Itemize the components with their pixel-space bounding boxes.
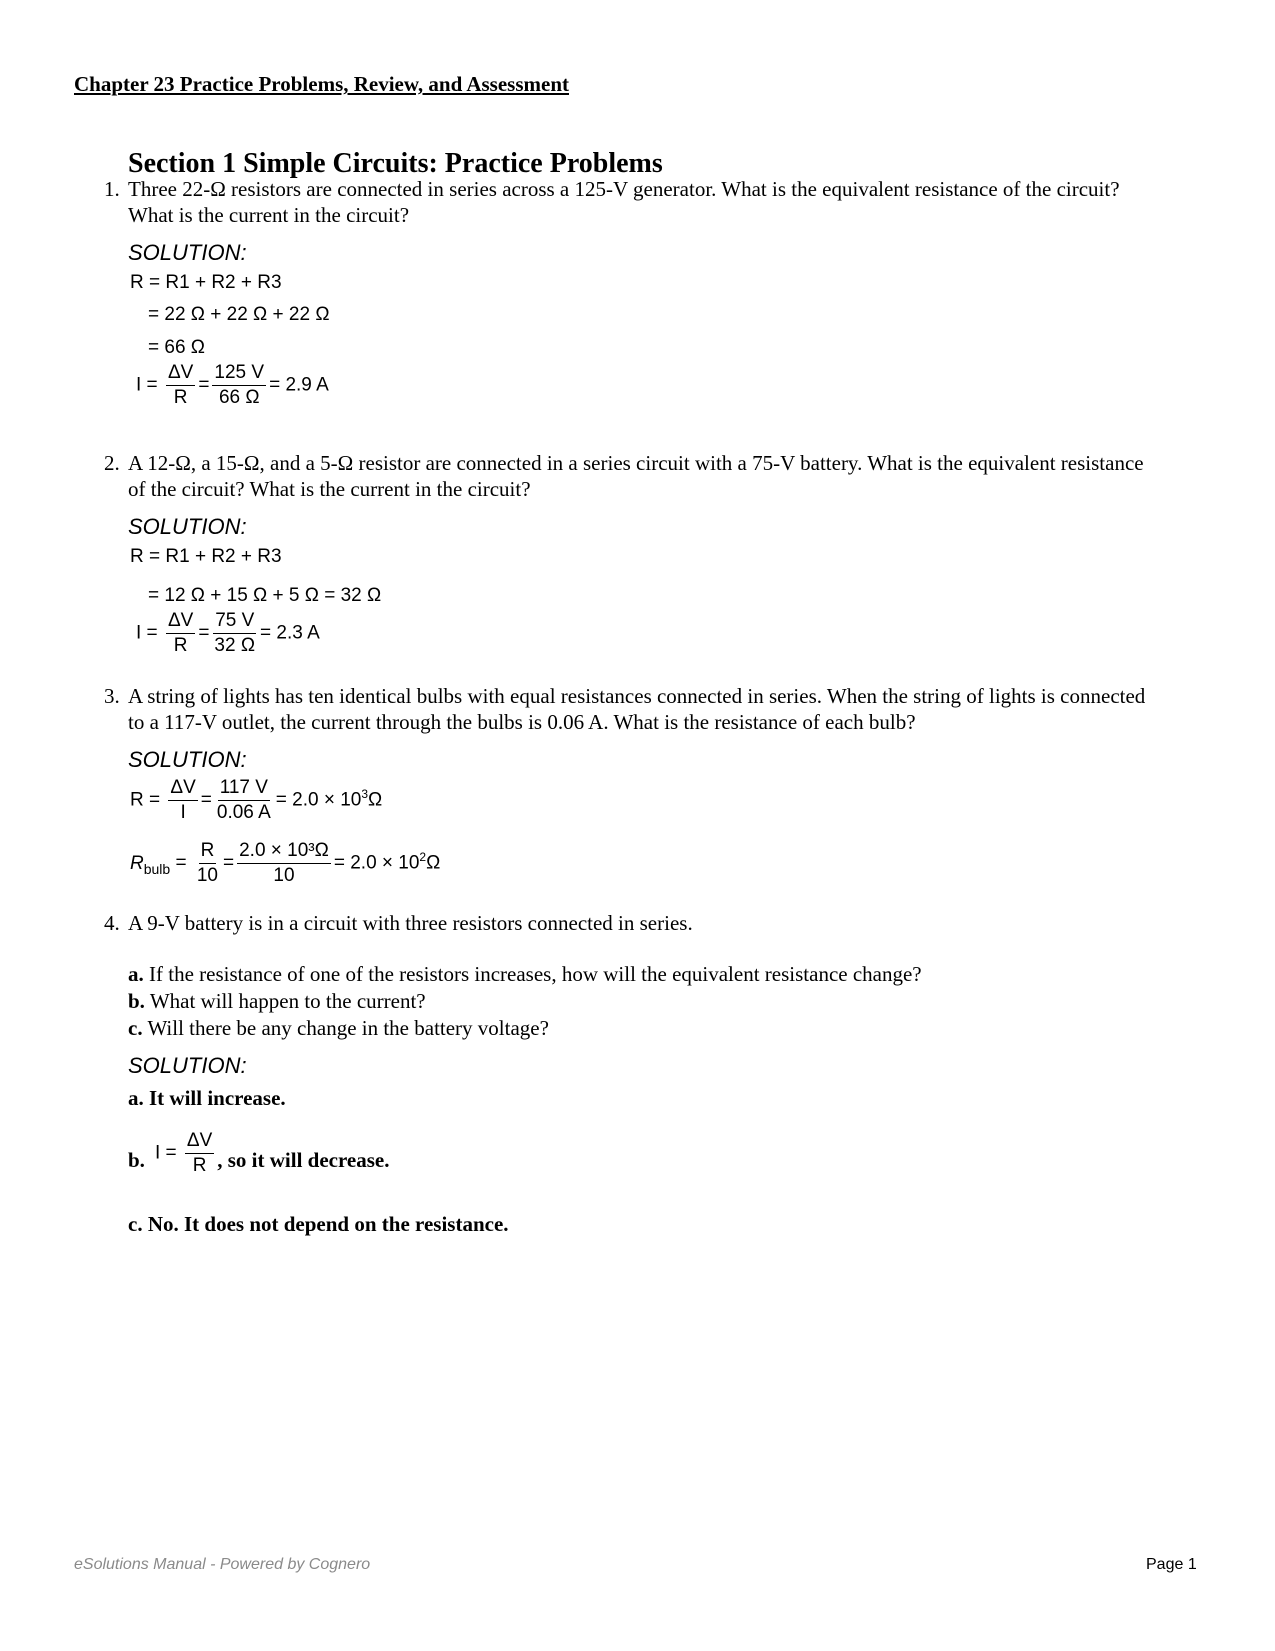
equation-fraction-line: I = $\frac{\Delta V}{R}$ = $\frac{75 V}{32 \Omega}$ = 2.3 A: [136, 610, 320, 656]
equation-line: R = R1 + R2 + R3: [130, 272, 282, 293]
equation-fraction-line: $R_{bulb}$ = $\frac{R}{10}$ = $\frac{\text{2.0 × 10³Ω}}{10}$ = $2.0 \times 10^2\Omega$: [130, 840, 441, 886]
equation-line: R = R1 + R2 + R3: [130, 546, 282, 567]
problem-number: 2.: [104, 451, 120, 475]
solution-label: SOLUTION:: [128, 1053, 247, 1078]
problem-number: 4.: [104, 911, 120, 935]
problem-text: A string of lights has ten identical bulbs with equal resistances connected in series. When the string of lights is connected to a 117-V outlet, the current through the bulbs is 0.06 A. What is the resistance of each bulb?: [128, 684, 1146, 734]
equation-fraction-line: I = $\frac{\Delta V}{R}$ = $\frac{125 V}{66 \Omega}$ = 2.9 A: [136, 362, 329, 408]
chapter-title: Chapter 23 Practice Problems, Review, and Assessment: [74, 72, 569, 96]
equation-fraction-line: R = $\frac{\Delta V}{I}$ = $\frac{117 V}{0.06 A}$ = $2.0 \times 10^3\Omega$: [130, 777, 383, 823]
problem-3: [104, 683, 1148, 735]
question-part-c: c. Will there be any change in the battery voltage?: [128, 1016, 549, 1040]
problem-4: [104, 910, 1148, 936]
problem-text: A 12-Ω, a 15-Ω, and a 5-Ω resistor are connected in a series circuit with a 75-V battery. What is the equivalent resistance of the circuit? What is the current in the circuit?: [128, 451, 1144, 501]
question-part-a: a. If the resistance of one of the resistors increases, how will the equivalent resistance change?: [128, 962, 922, 986]
problem-text: Three 22-Ω resistors are connected in series across a 125-V generator. What is the equivalent resistance of the circuit? What is the current in the circuit?: [128, 177, 1120, 227]
solution-label: SOLUTION:: [128, 240, 247, 265]
problem-text: A 9-V battery is in a circuit with three resistors connected in series.: [128, 911, 693, 935]
answer-a: a. It will increase.: [128, 1086, 286, 1110]
footer-credit: eSolutions Manual - Powered by Cognero: [74, 1556, 371, 1573]
equation-line: = 12 Ω + 15 Ω + 5 Ω = 32 Ω: [148, 585, 382, 606]
question-part-b: b. What will happen to the current?: [128, 989, 426, 1013]
solution-label: SOLUTION:: [128, 514, 247, 539]
problem-2: [104, 450, 1148, 502]
answer-c: c. No. It does not depend on the resistance.: [128, 1212, 509, 1236]
problem-1: [104, 176, 1148, 228]
solution-label: SOLUTION:: [128, 747, 247, 772]
page-number: Page 1: [1146, 1556, 1197, 1573]
section-title: Section 1 Simple Circuits: Practice Problems: [128, 148, 663, 179]
equation-line: = 66 Ω: [148, 337, 205, 358]
equation-line: = 22 Ω + 22 Ω + 22 Ω: [148, 304, 330, 325]
answer-b: b. I = $\frac{\Delta V}{R}$ , so it will decrease.: [128, 1130, 390, 1176]
problem-number: 3.: [104, 684, 120, 708]
problem-number: 1.: [104, 177, 120, 201]
